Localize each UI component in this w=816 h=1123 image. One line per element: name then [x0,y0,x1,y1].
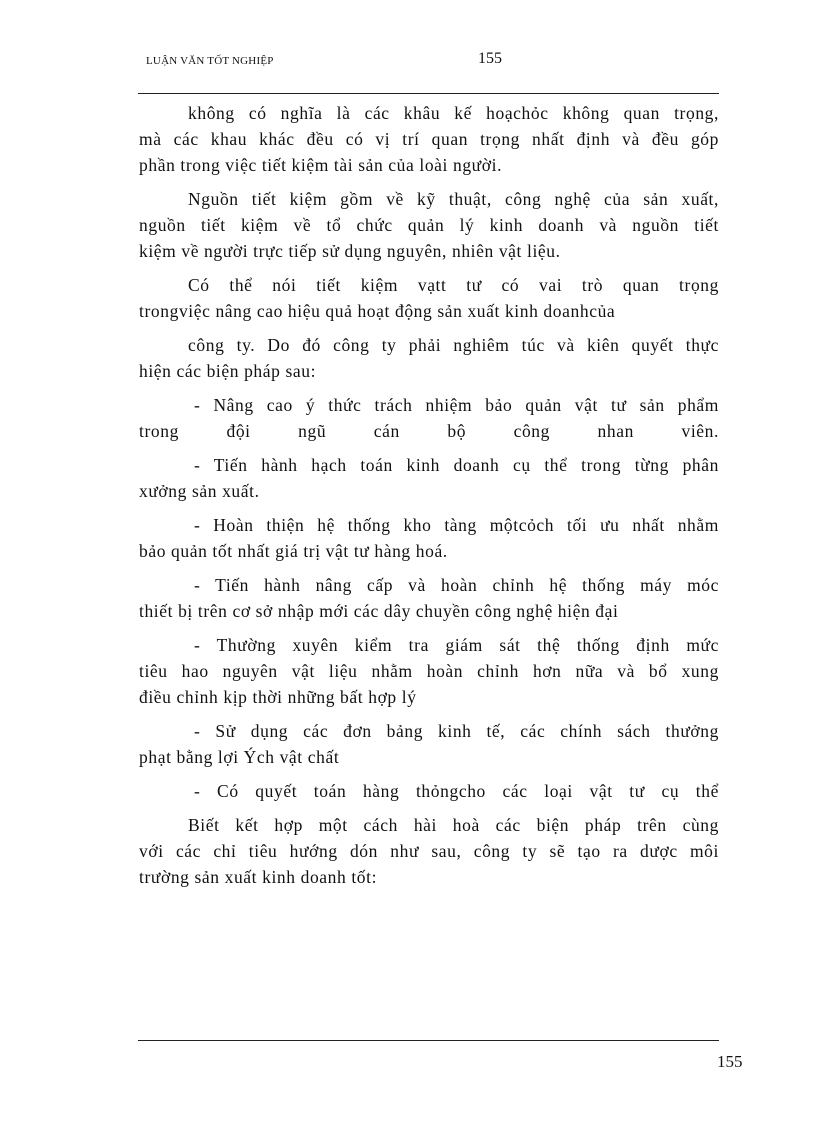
text-line: Có thể nói tiết kiệm vạtt tư có vai trò quan trọng [188,275,719,295]
text-line: trong đội ngũ cán bộ công nhan viên. [139,421,719,441]
text-line: bảo quản tốt nhất giá trị vật tư hàng hoá. [139,541,448,561]
text-line: tiêu hao nguyên vật liệu nhằm hoàn chỉnh hơn nữa và bổ xung [139,661,719,681]
text-line: phần trong việc tiết kiệm tài sản của loài người. [139,155,503,175]
text-line: kiệm về người trực tiếp sử dụng nguyên, nhiên vật liệu. [139,241,561,261]
text-line: - Tiến hành nâng cấp và hoàn chỉnh hệ thống máy móc [194,575,719,595]
text-line: Nguồn tiết kiệm gồm về kỹ thuật, công nghệ của sản xuất, [188,189,719,209]
text-line: - Tiến hành hạch toán kinh doanh cụ thể trong từng phân [194,455,719,475]
text-line: trongviệc nâng cao hiệu quả hoạt động sản xuất kinh doanhcủa [139,301,616,321]
text-line: mà các khau khác đều có vị trí quan trọng nhất định và đều góp [139,129,719,149]
paragraph [139,332,719,384]
text-line: - Có quyết toán hàng thỏngcho các loại vật tư cụ thể [194,781,719,801]
paragraph [139,452,719,504]
header-rule [138,93,719,94]
paragraph [139,572,719,624]
paragraph [139,512,719,564]
text-line: hiện các biện pháp sau: [139,361,317,381]
text-line: - Thường xuyên kiểm tra giám sát thệ thống định mức [194,635,719,655]
text-line: điều chỉnh kịp thời những bất hợp lý [139,687,417,707]
running-header-title: LUẬN VĂN TỐT NGHIỆP [146,55,274,67]
paragraph [139,186,719,264]
text-line: thiết bị trên cơ sở nhập mới các dây chuyền công nghệ hiện đại [139,601,619,621]
text-line: với các chỉ tiêu hướng dón như sau, công ty sẽ tạo ra dược môi [139,841,719,861]
text-line: xưởng sản xuất. [139,481,260,501]
text-line: phạt bằng lợi Ých vật chất [139,747,340,767]
paragraph [139,718,719,770]
paragraph [139,812,719,890]
paragraph [139,778,719,804]
footer-page-number: 155 [717,1052,743,1071]
paragraph [139,100,719,178]
footer-rule [138,1040,719,1041]
text-line: không có nghĩa là các khâu kế hoạchỏc không quan trọng, [188,103,719,123]
text-line: Biết kết hợp một cách hài hoà các biện pháp trên cùng [188,815,719,835]
text-line: - Nâng cao ý thức trách nhiệm bảo quản vật tư sản phẩm [194,395,719,415]
header-page-number: 155 [478,50,502,67]
text-line: trường sản xuất kinh doanh tốt: [139,867,378,887]
text-line: - Hoàn thiện hệ thống kho tàng mộtcỏch tối ưu nhất nhằm [194,515,719,535]
paragraph [139,392,719,444]
text-line: công ty. Do đó công ty phải nghiêm túc và kiên quyết thực [188,335,719,355]
text-line: - Sử dụng các đơn bảng kinh tế, các chính sách thưởng [194,721,719,741]
paragraph [139,632,719,710]
body-text [139,100,719,898]
paragraph [139,272,719,324]
text-line: nguồn tiết kiệm về tổ chức quản lý kinh doanh và nguồn tiết [139,215,719,235]
